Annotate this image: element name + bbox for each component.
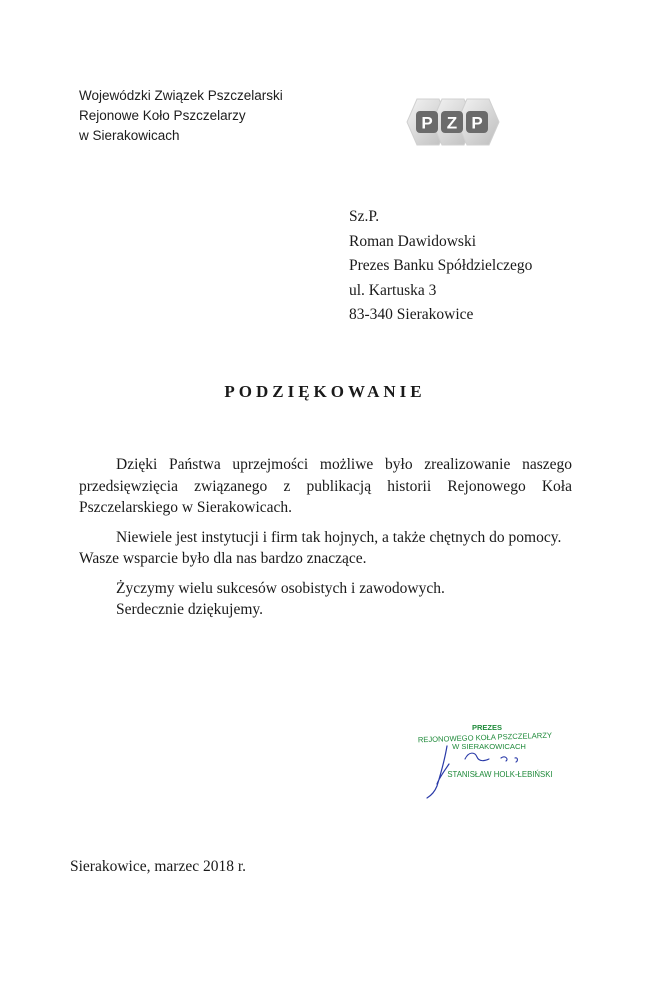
sender-block — [79, 86, 283, 146]
letter-title: PODZIĘKOWANIE — [224, 382, 426, 401]
logo-letter-z: Z — [446, 113, 458, 133]
body-paragraph-3-line-2: Serdecznie dziękujemy. — [116, 601, 264, 618]
addressee-block — [349, 205, 532, 328]
body-paragraph-1: Dzięki Państwa uprzejmości możliwe było zrealizowanie naszego przedsięwzięcia związanego z publikacją historii Rejonowego Koła Pszczelarskiego w Sierakowicach. — [79, 456, 572, 516]
addressee-street: ul. Kartuska 3 — [349, 281, 437, 299]
addressee-position: Prezes Banku Spółdzielczego — [349, 257, 533, 274]
stamp-line-2: REJONOWEGO KOŁA PSZCZELARZY — [417, 730, 553, 745]
pzp-logo — [403, 96, 507, 148]
stamp-line-3: W SIERAKOWICACH — [452, 742, 526, 751]
logo-letter-p1: P — [421, 113, 433, 133]
addressee-city: 83-340 Sierakowice — [349, 306, 474, 323]
signature-stamp — [405, 718, 567, 800]
stamp-line-1: PREZES — [471, 723, 503, 732]
sender-line-3: w Sierakowicach — [79, 128, 180, 143]
place-and-date: Sierakowice, marzec 2018 r. — [70, 858, 247, 875]
sender-line-2: Rejonowe Koło Pszczelarzy — [79, 108, 246, 123]
handwritten-signature — [465, 753, 517, 762]
addressee-name: Roman Dawidowski — [349, 232, 477, 250]
body-paragraph-2-line-1: Niewiele jest instytucji i firm tak hojnych, a także chętnych do pomocy. — [116, 528, 562, 546]
stamp-name: STANISŁAW HOLK-ŁEBIŃSKI — [447, 770, 553, 779]
body-paragraph-2-line-2: Wasze wsparcie było dla nas bardzo znaczące. — [79, 550, 367, 567]
logo-letter-p2: P — [471, 113, 483, 133]
addressee-salutation: Sz.P. — [349, 208, 380, 225]
body-paragraph-3-line-1: Życzymy wielu sukcesów osobistych i zawodowych. — [116, 579, 445, 597]
sender-line-1: Wojewódzki Związek Pszczelarski — [79, 88, 283, 103]
letter-body — [79, 454, 572, 621]
